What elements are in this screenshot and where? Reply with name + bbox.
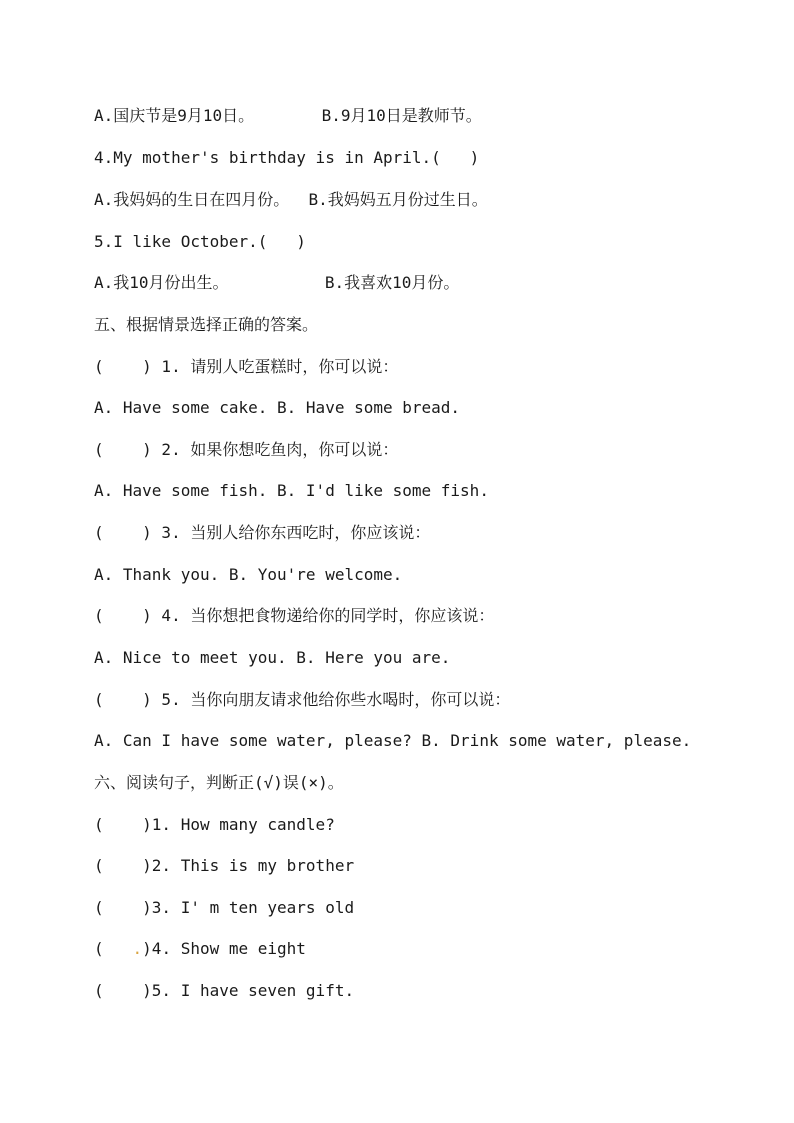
judge-line: ( )3. I' m ten years old	[94, 898, 355, 917]
question-line: ( ) 3. 当别人给你东西吃时，你应该说：	[94, 523, 431, 542]
option-line: A. Can I have some water, please? B. Drink some water, please.	[94, 731, 692, 750]
judge-line-rest: )4. Show me eight	[142, 939, 306, 958]
option-line: A.我妈妈的生日在四月份。 B.我妈妈五月份过生日。	[94, 190, 488, 209]
judge-line: ( )1. How many candle?	[94, 815, 335, 834]
option-line: A.我10月份出生。 B.我喜欢10月份。	[94, 273, 460, 292]
question-line: 4.My mother's birthday is in April.( )	[94, 148, 480, 167]
option-line: A. Have some cake. B. Have some bread.	[94, 398, 461, 417]
judge-line: ( )2. This is my brother	[94, 856, 355, 875]
option-line: A.国庆节是9月10日。 B.9月10日是教师节。	[94, 106, 482, 125]
question-line: ( ) 1. 请别人吃蛋糕时，你可以说：	[94, 357, 399, 376]
question-line: ( ) 4. 当你想把食物递给你的同学时，你应该说：	[94, 606, 495, 625]
question-line: 5.I like October.( )	[94, 232, 306, 251]
option-line: A. Thank you. B. You're welcome.	[94, 565, 403, 584]
judge-line	[94, 939, 306, 959]
section-heading: 六、阅读句子，判断正(√)误(×)。	[94, 773, 344, 792]
question-line: ( ) 2. 如果你想吃鱼肉，你可以说：	[94, 440, 399, 459]
option-line: A. Have some fish. B. I'd like some fish.	[94, 481, 489, 500]
question-line: ( ) 5. 当你向朋友请求他给你些水喝时，你可以说：	[94, 690, 511, 709]
stray-mark: .	[132, 939, 143, 958]
option-line: A. Nice to meet you. B. Here you are.	[94, 648, 451, 667]
judge-line: ( )5. I have seven gift.	[94, 981, 355, 1000]
section-heading: 五、根据情景选择正确的答案。	[94, 315, 319, 334]
judge-line-start: (	[94, 939, 133, 958]
